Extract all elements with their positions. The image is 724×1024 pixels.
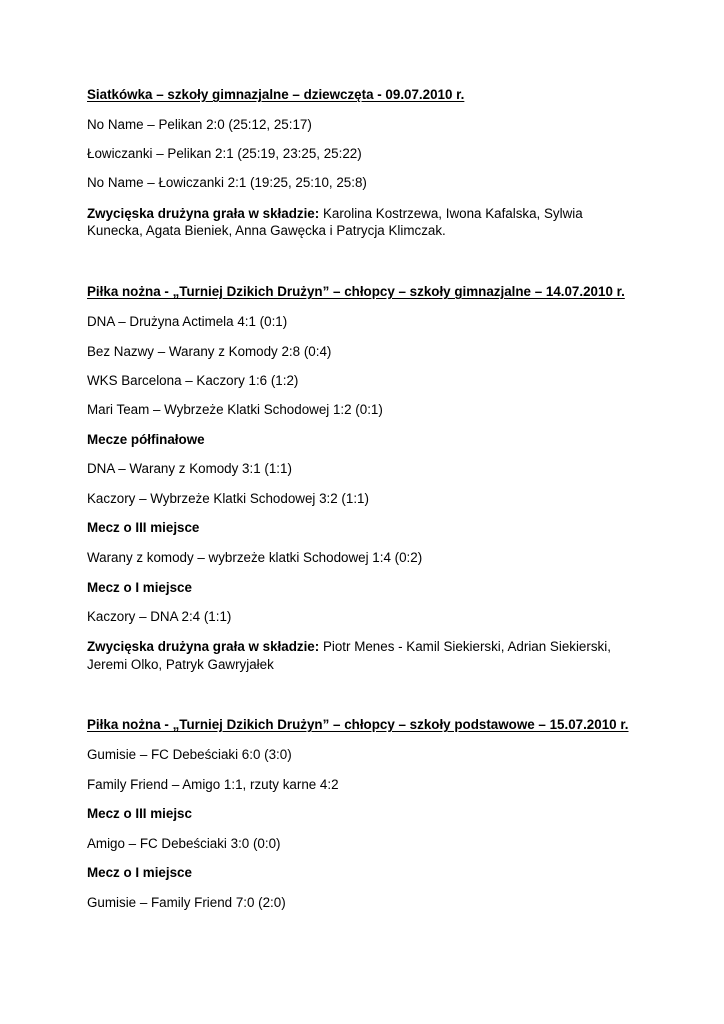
first-place-heading: Mecz o I miejsce xyxy=(87,580,192,595)
section-heading-football-primary: Piłka nożna - „Turniej Dzikich Drużyn” – chłopcy – szkoły podstawowe – 15.07.2010 r. xyxy=(87,717,629,732)
match-result: Bez Nazwy – Warany z Komody 2:8 (0:4) xyxy=(87,344,332,359)
match-result: Łowiczanki – Pelikan 2:1 (25:19, 23:25, 25:22) xyxy=(87,146,362,161)
semifinal-heading: Mecze półfinałowe xyxy=(87,432,205,447)
winners-label: Zwycięska drużyna grała w składzie: xyxy=(87,206,320,221)
match-result: Warany z komody – wybrzeże klatki Schodowej 1:4 (0:2) xyxy=(87,550,423,565)
match-result: Amigo – FC Debeściaki 3:0 (0:0) xyxy=(87,836,281,851)
third-place-heading: Mecz o III miejsc xyxy=(87,806,192,821)
winners-names-continued: Kunecka, Agata Bieniek, Anna Gawęcka i Patrycja Klimczak. xyxy=(87,223,446,238)
match-result: No Name – Pelikan 2:0 (25:12, 25:17) xyxy=(87,117,312,132)
winners-names: Karolina Kostrzewa, Iwona Kafalska, Sylwia xyxy=(319,206,583,221)
match-result: Gumisie – FC Debeściaki 6:0 (3:0) xyxy=(87,747,292,762)
match-result: DNA – Warany z Komody 3:1 (1:1) xyxy=(87,461,292,476)
match-result: WKS Barcelona – Kaczory 1:6 (1:2) xyxy=(87,373,299,388)
match-result: Gumisie – Family Friend 7:0 (2:0) xyxy=(87,895,286,910)
winners-label: Zwycięska drużyna grała w składzie: xyxy=(87,639,320,654)
match-result: No Name – Łowiczanki 2:1 (19:25, 25:10, 25:8) xyxy=(87,175,367,190)
match-result: Family Friend – Amigo 1:1, rzuty karne 4:2 xyxy=(87,777,339,792)
match-result: Kaczory – Wybrzeże Klatki Schodowej 3:2 (1:1) xyxy=(87,491,369,506)
match-result: Mari Team – Wybrzeże Klatki Schodowej 1:2 (0:1) xyxy=(87,402,383,417)
match-result: DNA – Drużyna Actimela 4:1 (0:1) xyxy=(87,314,288,329)
first-place-heading: Mecz o I miejsce xyxy=(87,865,192,880)
winners-names-continued: Jeremi Olko, Patryk Gawryjałek xyxy=(87,657,274,672)
winners-line xyxy=(87,205,639,223)
section-heading-football-gymnasium: Piłka nożna - „Turniej Dzikich Drużyn” – chłopcy – szkoły gimnazjalne – 14.07.2010 r. xyxy=(87,284,625,299)
winners-names: Piotr Menes - Kamil Siekierski, Adrian Siekierski, xyxy=(319,639,611,654)
section-heading-volleyball: Siatkówka – szkoły gimnazjalne – dziewczęta - 09.07.2010 r. xyxy=(87,87,465,102)
document-page xyxy=(87,0,639,1024)
third-place-heading: Mecz o III miejsce xyxy=(87,520,200,535)
match-result: Kaczory – DNA 2:4 (1:1) xyxy=(87,609,232,624)
winners-line xyxy=(87,638,611,656)
